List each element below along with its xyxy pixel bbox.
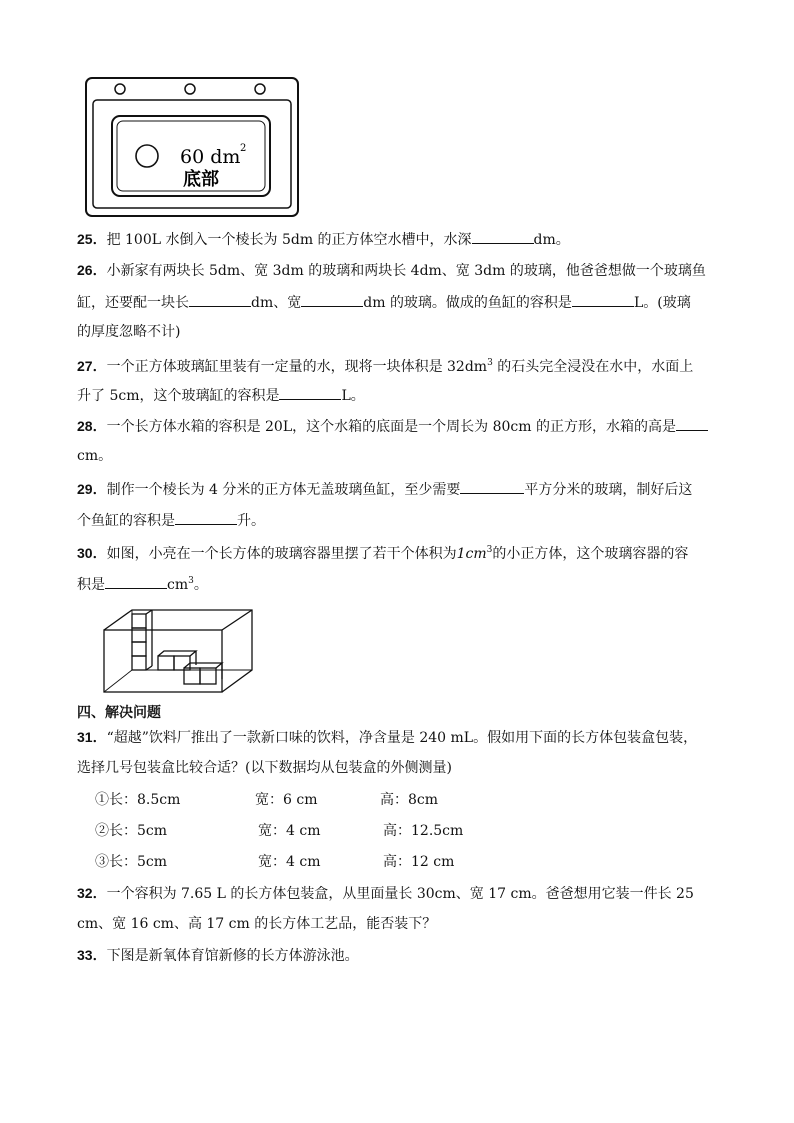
question-28 [77, 415, 708, 437]
q31-text-line1: “超越”饮料厂推出了一款新口味的饮料，净含量是 240 mL。假如用下面的长方体包装盒包装， [106, 730, 698, 746]
question-26-line3 [77, 322, 180, 342]
q27-text-a: 一个正方体玻璃缸里装有一定量的水，现将一块体积是 32dm [106, 359, 488, 375]
option-3-height: 高：12 cm [383, 854, 455, 870]
q27-answer-blank[interactable] [279, 384, 341, 400]
option-1-width: 宽：6 cm [255, 792, 318, 808]
q26-text-line3: 的厚度忽略不计) [77, 324, 181, 340]
option-3-length: ③长：5cm [95, 854, 168, 870]
option-1-length: ①长：8.5cm [95, 792, 181, 808]
option-2-height: 高：12.5cm [383, 823, 464, 839]
q30-answer-blank[interactable] [105, 573, 167, 589]
q27-superscript: 3 [487, 358, 493, 368]
question-27-line2 [77, 384, 365, 406]
q28-text: 一个长方体水箱的容积是 20L，这个水箱的底面是一个周长为 80cm 的正方形，水箱的高是 [106, 419, 676, 435]
q27-text-b: 的石头完全浸没在水中，水面上 [492, 359, 694, 375]
q30-text-end: 。 [193, 577, 208, 593]
question-27 [77, 353, 693, 377]
q32-text-line2: cm、宽 16 cm、高 17 cm 的长方体工艺品，能否装下？ [77, 916, 437, 932]
q30-text-c: 积是 [77, 577, 105, 593]
q26-text-a: 缸，还要配一块长 [77, 295, 189, 311]
sink-area-exponent: 2 [240, 143, 247, 154]
q28-number: 28． [77, 418, 107, 434]
option-3-width: 宽：4 cm [258, 854, 321, 870]
q29-text-c: 个鱼缸的容积是 [77, 513, 175, 529]
q28-answer-blank[interactable] [676, 415, 708, 431]
question-25 [77, 228, 570, 250]
q26-length-blank[interactable] [189, 291, 251, 307]
q30-number: 30． [77, 545, 107, 561]
q27-number: 27． [77, 358, 107, 374]
question-31 [77, 727, 697, 748]
q29-number: 29． [77, 481, 107, 497]
q26-number: 26． [77, 262, 107, 278]
q32-number: 32． [77, 885, 107, 901]
q30-unit-superscript: 3 [486, 545, 493, 555]
sink-bottom-label: 底部 [183, 169, 219, 190]
q26-text-b: dm、宽 [251, 295, 302, 311]
question-26 [77, 260, 706, 281]
sink-area-text: 60 dm [180, 146, 241, 168]
q26-width-blank[interactable] [301, 291, 363, 307]
q30-unit-italic: 1cm [456, 546, 487, 562]
q30-text-b: 的小正方体，这个玻璃容器的容 [492, 546, 689, 562]
q26-text-c: dm 的玻璃。做成的鱼缸的容积是 [363, 295, 572, 311]
q25-unit: dm。 [533, 232, 570, 248]
q27-unit: L。 [341, 388, 365, 404]
question-32 [77, 883, 694, 904]
q31-number: 31． [77, 729, 107, 745]
q27-text-c: 升了 5cm，这个玻璃缸的容积是 [77, 388, 280, 404]
q26-text-d: L。(玻璃 [633, 295, 691, 311]
q28-unit: cm。 [77, 448, 113, 464]
sink-bottom-figure [80, 72, 305, 220]
question-32-line2 [77, 914, 436, 934]
question-30-line2 [77, 571, 208, 595]
option-1-height: 高：8cm [380, 792, 439, 808]
option-2-width: 宽：4 cm [258, 823, 321, 839]
q25-answer-blank[interactable] [472, 228, 534, 244]
question-33 [77, 945, 359, 966]
q29-text-b: 平方分米的玻璃，制好后这 [524, 482, 693, 498]
option-2-length: ②长：5cm [95, 823, 168, 839]
q30-unit-sup: 3 [188, 576, 194, 586]
q29-area-blank[interactable] [460, 478, 524, 494]
question-29-line2 [77, 509, 265, 531]
q25-number: 25． [77, 231, 107, 247]
question-28-line2 [77, 446, 112, 466]
question-29 [77, 478, 692, 500]
q31-text-line2: 选择几号包装盒比较合适？(以下数据均从包装盒的外侧测量) [77, 760, 452, 776]
q30-text-a: 如图，小亮在一个长方体的玻璃容器里摆了若干个体积为 [106, 546, 457, 562]
question-30 [77, 540, 688, 564]
section-heading: 四、解决问题 [77, 705, 161, 721]
q29-volume-blank[interactable] [175, 509, 237, 525]
q33-text: 下图是新氧体育馆新修的长方体游泳池。 [106, 948, 359, 964]
q26-text-line1: 小新家有两块长 5dm、宽 3dm 的玻璃和两块长 4dm、宽 3dm 的玻璃，他爸爸想做一个玻璃鱼 [106, 263, 706, 279]
q30-unit: cm [167, 577, 189, 593]
question-26-line2 [77, 291, 691, 313]
q32-text-line1: 一个容积为 7.65 L 的长方体包装盒，从里面量长 30cm、宽 17 cm。爸爸想用它装一件长 25 [106, 886, 694, 902]
q33-number: 33． [77, 947, 107, 963]
q25-text: 把 100L 水倒入一个棱长为 5dm 的正方体空水槽中，水深 [106, 232, 472, 248]
question-31-line2 [77, 758, 452, 778]
q29-text-a: 制作一个棱长为 4 分米的正方体无盖玻璃鱼缸，至少需要 [106, 482, 461, 498]
glass-container-cubes-figure [100, 606, 260, 696]
q29-unit: 升。 [237, 513, 265, 529]
q26-volume-blank[interactable] [572, 291, 634, 307]
